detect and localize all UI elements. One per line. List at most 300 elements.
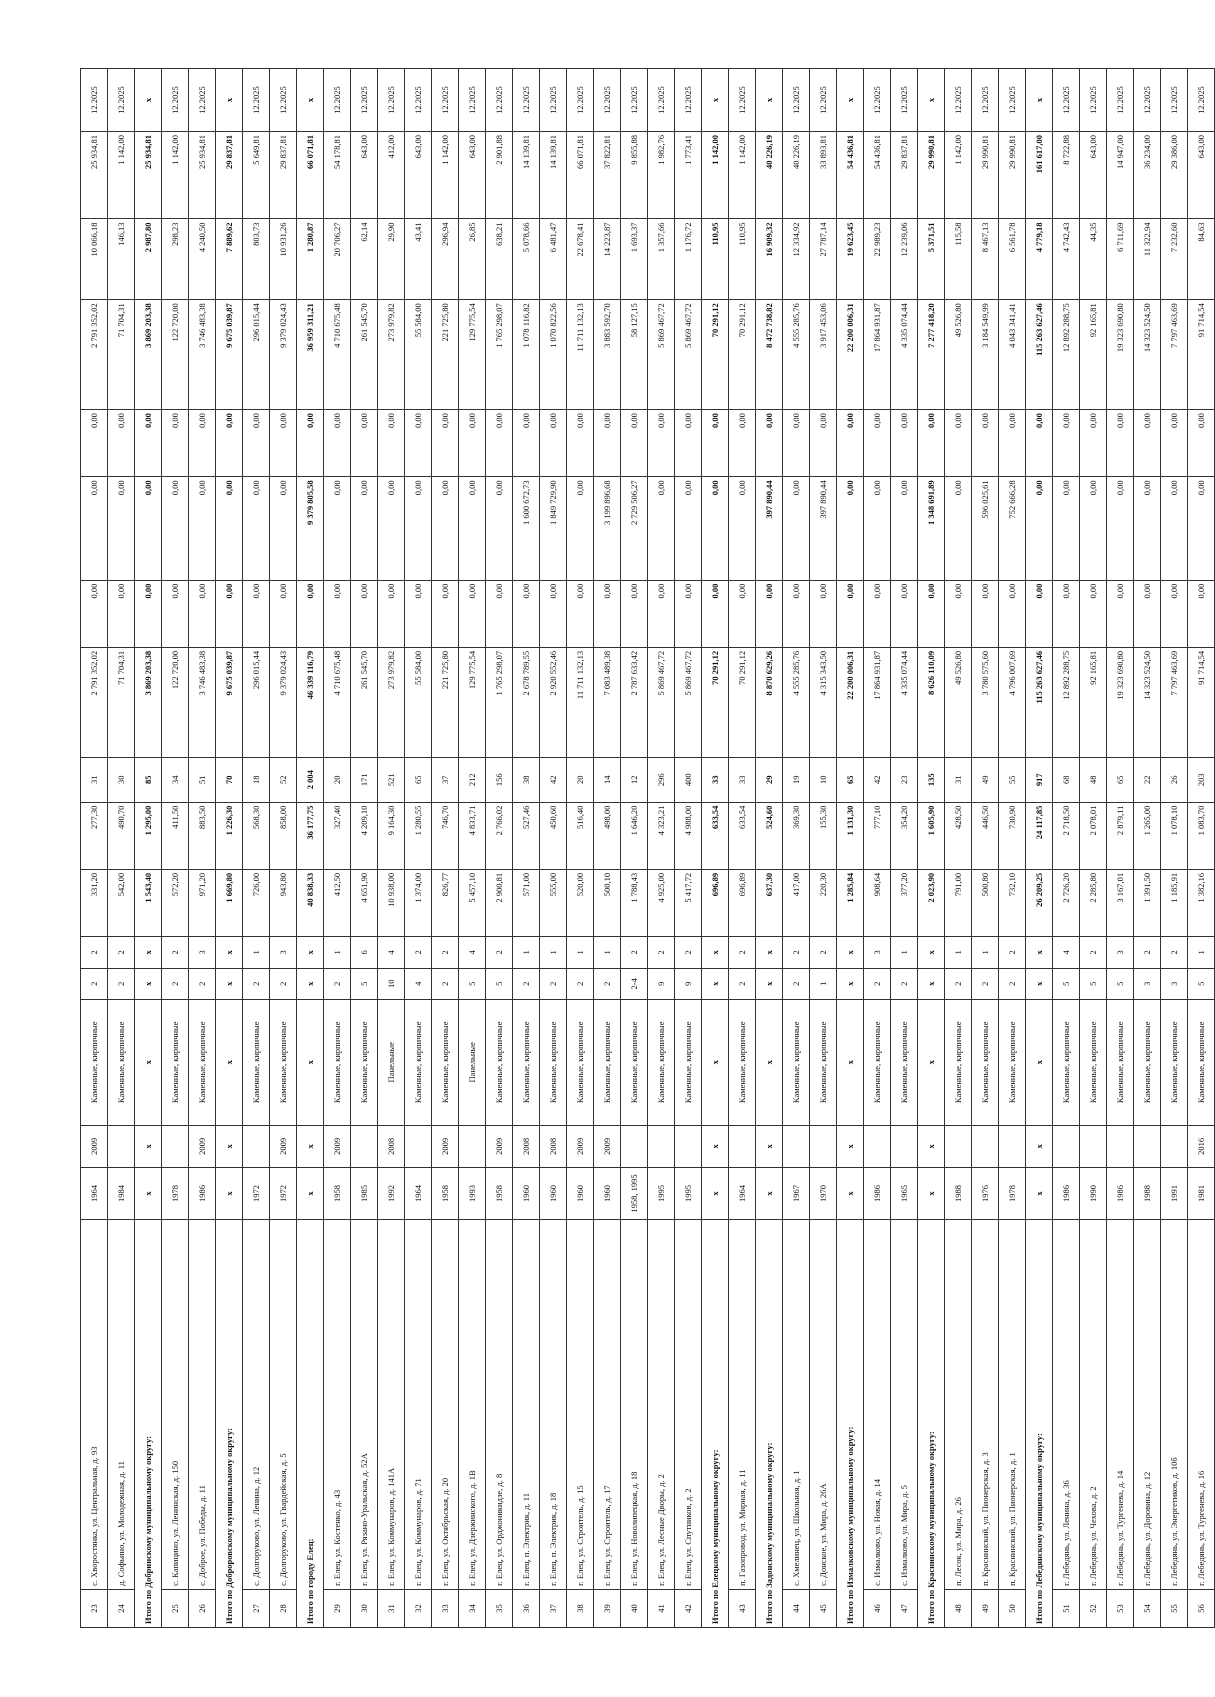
completion-date-cell: 12.2025	[108, 69, 135, 132]
floors-cell: 5	[351, 968, 378, 999]
regional-budget-cell: 1 348 691,89	[918, 477, 945, 580]
address-cell: д. Софьино, ул. Молодежная, д. 11	[108, 1219, 135, 1589]
total-area-cell: 26 209,25	[1026, 869, 1053, 936]
row-number-cell: 56	[1188, 1589, 1215, 1627]
owners-funds-cell: 221 725,80	[432, 300, 459, 410]
completion-date-cell: 12.2025	[162, 69, 189, 132]
completion-date-cell: 12.2025	[1188, 69, 1215, 132]
table-row	[189, 69, 216, 1628]
local-budget-cell: 0,00	[270, 410, 297, 477]
entrances-cell: 2	[810, 937, 837, 968]
fund-cell: 0,00	[972, 580, 999, 647]
total-cost-cell: 2 791 352,02	[81, 647, 108, 757]
row-number-cell: 38	[567, 1589, 594, 1627]
residents-cell: 20	[324, 757, 351, 802]
total-cost-cell: 9 675 039,87	[216, 647, 243, 757]
year2-cell	[1161, 1125, 1188, 1168]
entrances-cell: 2	[675, 937, 702, 968]
table-row	[243, 69, 270, 1628]
unit-cost-cell: 12 334,92	[783, 219, 810, 300]
year2-cell	[810, 1125, 837, 1168]
entrances-cell: 2	[1134, 937, 1161, 968]
fund-cell: 0,00	[1053, 580, 1080, 647]
regional-budget-cell: 397 890,44	[756, 477, 783, 580]
table-row	[405, 69, 432, 1628]
total-area-cell: 908,64	[864, 869, 891, 936]
housing-register-table	[80, 68, 1215, 1628]
regional-budget-cell: 0,00	[1188, 477, 1215, 580]
year-cell: 1958	[486, 1168, 513, 1220]
local-budget-cell: 0,00	[675, 410, 702, 477]
living-area-cell: 4 833,71	[459, 802, 486, 869]
table-row	[432, 69, 459, 1628]
local-budget-cell: 0,00	[162, 410, 189, 477]
address-cell: г. Елец, ул. Дзержинского, д. 1В	[459, 1219, 486, 1589]
total-area-cell: 377,20	[891, 869, 918, 936]
year2-cell: х	[297, 1125, 324, 1168]
table-row	[945, 69, 972, 1628]
floors-cell: 2	[999, 968, 1026, 999]
year-cell: 1978	[999, 1168, 1026, 1220]
wall-material-cell: х	[702, 999, 729, 1125]
wall-material-cell: Каменные, кирпичные	[189, 999, 216, 1125]
unit-cost-cell: 84,63	[1188, 219, 1215, 300]
living-area-cell: 450,60	[540, 802, 567, 869]
wall-material-cell: Каменные, кирпичные	[486, 999, 513, 1125]
wall-material-cell: Каменные, кирпичные	[270, 999, 297, 1125]
total-cost-cell: 4 796 007,69	[999, 647, 1026, 757]
living-area-cell: 9 164,30	[378, 802, 405, 869]
owners-funds-cell: 1 070 822,56	[540, 300, 567, 410]
fund-cell: 0,00	[513, 580, 540, 647]
owners-funds-cell: 58 127,15	[621, 300, 648, 410]
completion-date-cell: х	[756, 69, 783, 132]
limit-cost-cell: 40 226,19	[783, 132, 810, 219]
owners-funds-cell: 5 869 467,72	[648, 300, 675, 410]
table-row	[675, 69, 702, 1628]
year2-cell: 2009	[567, 1125, 594, 1168]
total-cost-cell: 22 200 006,31	[837, 647, 864, 757]
total-cost-cell: 9 379 024,43	[270, 647, 297, 757]
local-budget-cell: 0,00	[432, 410, 459, 477]
owners-funds-cell: 3 883 592,70	[594, 300, 621, 410]
row-number-cell: 53	[1107, 1589, 1134, 1627]
entrances-cell: 2	[1161, 937, 1188, 968]
unit-cost-cell: 14 223,87	[594, 219, 621, 300]
year2-cell: х	[1026, 1125, 1053, 1168]
limit-cost-cell: 40 226,19	[756, 132, 783, 219]
total-cost-cell: 273 979,82	[378, 647, 405, 757]
unit-cost-cell: 44,35	[1080, 219, 1107, 300]
completion-date-cell: 12.2025	[945, 69, 972, 132]
entrances-cell: 2	[108, 937, 135, 968]
completion-date-cell: 12.2025	[1080, 69, 1107, 132]
wall-material-cell: Каменные, кирпичные	[675, 999, 702, 1125]
owners-funds-cell: 3 917 453,06	[810, 300, 837, 410]
address-cell: п. Краснинский, ул. Пионерская, д. 1	[999, 1219, 1026, 1589]
limit-cost-cell: 54 436,81	[837, 132, 864, 219]
local-budget-cell: 0,00	[108, 410, 135, 477]
address-cell: г. Лебедянь, ул. Тургенева, д. 14	[1107, 1219, 1134, 1589]
wall-material-cell: х	[216, 999, 243, 1125]
subtotal-row	[837, 69, 864, 1628]
fund-cell: 0,00	[729, 580, 756, 647]
completion-date-cell: х	[702, 69, 729, 132]
unit-cost-cell: 26,85	[459, 219, 486, 300]
regional-budget-cell: 596 025,61	[972, 477, 999, 580]
residents-cell: 52	[270, 757, 297, 802]
floors-cell: 2	[594, 968, 621, 999]
row-number-cell: 35	[486, 1589, 513, 1627]
entrances-cell: 4	[378, 937, 405, 968]
fund-cell: 0,00	[297, 580, 324, 647]
local-budget-cell: 0,00	[297, 410, 324, 477]
residents-cell: 65	[837, 757, 864, 802]
year2-cell: 2009	[594, 1125, 621, 1168]
residents-cell: 29	[756, 757, 783, 802]
residents-cell: 85	[135, 757, 162, 802]
regional-budget-cell: 0,00	[567, 477, 594, 580]
wall-material-cell: Каменные, кирпичные	[324, 999, 351, 1125]
owners-funds-cell: 49 526,80	[945, 300, 972, 410]
completion-date-cell: 12.2025	[189, 69, 216, 132]
year2-cell	[243, 1125, 270, 1168]
completion-date-cell: 12.2025	[513, 69, 540, 132]
year2-cell: х	[918, 1125, 945, 1168]
regional-budget-cell: 0,00	[405, 477, 432, 580]
regional-budget-cell: 0,00	[243, 477, 270, 580]
fund-cell: 0,00	[189, 580, 216, 647]
floors-cell: 2	[972, 968, 999, 999]
regional-budget-cell: 0,00	[81, 477, 108, 580]
year2-cell	[1053, 1125, 1080, 1168]
fund-cell: 0,00	[864, 580, 891, 647]
entrances-cell: 1	[324, 937, 351, 968]
floors-cell: 2	[432, 968, 459, 999]
local-budget-cell: 0,00	[243, 410, 270, 477]
living-area-cell: 2 078,01	[1080, 802, 1107, 869]
local-budget-cell: 0,00	[1134, 410, 1161, 477]
regional-budget-cell: 1 849 729,90	[540, 477, 567, 580]
entrances-cell: х	[216, 937, 243, 968]
residents-cell: 42	[540, 757, 567, 802]
residents-cell: 31	[945, 757, 972, 802]
unit-cost-cell: 638,21	[486, 219, 513, 300]
fund-cell: 0,00	[81, 580, 108, 647]
living-area-cell: 516,40	[567, 802, 594, 869]
residents-cell: 34	[162, 757, 189, 802]
floors-cell: 5	[1188, 968, 1215, 999]
row-number-cell: 43	[729, 1589, 756, 1627]
owners-funds-cell: 22 200 006,31	[837, 300, 864, 410]
unit-cost-cell: 8 467,13	[972, 219, 999, 300]
entrances-cell: 3	[864, 937, 891, 968]
floors-cell: х	[1026, 968, 1053, 999]
regional-budget-cell: 0,00	[891, 477, 918, 580]
row-number-cell: 24	[108, 1589, 135, 1627]
total-area-cell: 331,20	[81, 869, 108, 936]
regional-budget-cell: 0,00	[162, 477, 189, 580]
unit-cost-cell: 22 989,23	[864, 219, 891, 300]
total-area-cell: 412,50	[324, 869, 351, 936]
local-budget-cell: 0,00	[324, 410, 351, 477]
residents-cell: 296	[648, 757, 675, 802]
subtotal-label: Итого по Лебедянскому муниципальному округу:	[1026, 1219, 1053, 1627]
local-budget-cell: 0,00	[567, 410, 594, 477]
owners-funds-cell: 4 555 285,76	[783, 300, 810, 410]
year-cell: 1993	[459, 1168, 486, 1220]
total-area-cell: 571,00	[513, 869, 540, 936]
address-cell: г. Елец, ул. Строитель, д. 15	[567, 1219, 594, 1589]
fund-cell: 0,00	[324, 580, 351, 647]
table-row	[783, 69, 810, 1628]
wall-material-cell: Каменные, кирпичные	[1053, 999, 1080, 1125]
living-area-cell: 2 766,02	[486, 802, 513, 869]
year2-cell	[999, 1125, 1026, 1168]
total-cost-cell: 70 291,12	[729, 647, 756, 757]
total-area-cell: 1 285,84	[837, 869, 864, 936]
residents-cell: 14	[594, 757, 621, 802]
local-budget-cell: 0,00	[702, 410, 729, 477]
residents-cell: 19	[783, 757, 810, 802]
table-row	[621, 69, 648, 1628]
wall-material-cell: х	[756, 999, 783, 1125]
table-row	[648, 69, 675, 1628]
limit-cost-cell: 1 142,00	[702, 132, 729, 219]
year2-cell: 2009	[432, 1125, 459, 1168]
year2-cell	[864, 1125, 891, 1168]
unit-cost-cell: 16 909,32	[756, 219, 783, 300]
year-cell: 1967	[783, 1168, 810, 1220]
year-cell: 1995	[648, 1168, 675, 1220]
regional-budget-cell: 0,00	[1161, 477, 1188, 580]
fund-cell: 0,00	[999, 580, 1026, 647]
completion-date-cell: 12.2025	[999, 69, 1026, 132]
entrances-cell: 1	[972, 937, 999, 968]
total-area-cell: 5 457,10	[459, 869, 486, 936]
year-cell: х	[918, 1168, 945, 1220]
entrances-cell: 2	[729, 937, 756, 968]
total-cost-cell: 12 892 288,75	[1053, 647, 1080, 757]
register-sheet	[80, 68, 1206, 1628]
unit-cost-cell: 298,23	[162, 219, 189, 300]
completion-date-cell: 12.2025	[1053, 69, 1080, 132]
local-budget-cell: 0,00	[189, 410, 216, 477]
total-cost-cell: 14 323 524,50	[1134, 647, 1161, 757]
table-row	[1053, 69, 1080, 1628]
completion-date-cell: 12.2025	[675, 69, 702, 132]
entrances-cell: х	[918, 937, 945, 968]
living-area-cell: 1 605,90	[918, 802, 945, 869]
fund-cell: 0,00	[1188, 580, 1215, 647]
unit-cost-cell: 1 357,66	[648, 219, 675, 300]
wall-material-cell: Каменные, кирпичные	[810, 999, 837, 1125]
entrances-cell: 3	[1107, 937, 1134, 968]
regional-budget-cell: 0,00	[135, 477, 162, 580]
fund-cell: 0,00	[621, 580, 648, 647]
completion-date-cell: 12.2025	[783, 69, 810, 132]
row-number-cell: 37	[540, 1589, 567, 1627]
completion-date-cell: 12.2025	[270, 69, 297, 132]
year2-cell: 2016	[1188, 1125, 1215, 1168]
wall-material-cell: х	[297, 999, 324, 1125]
residents-cell: 22	[1134, 757, 1161, 802]
floors-cell: 2	[81, 968, 108, 999]
unit-cost-cell: 296,94	[432, 219, 459, 300]
regional-budget-cell: 0,00	[324, 477, 351, 580]
floors-cell: х	[135, 968, 162, 999]
table-row	[729, 69, 756, 1628]
entrances-cell: 1	[540, 937, 567, 968]
total-cost-cell: 70 291,12	[702, 647, 729, 757]
address-cell: г. Лебедянь, ул. Энергетиков, д. 10б	[1161, 1219, 1188, 1589]
year2-cell: 2008	[378, 1125, 405, 1168]
year2-cell: х	[702, 1125, 729, 1168]
limit-cost-cell: 54 436,81	[864, 132, 891, 219]
regional-budget-cell: 397 890,44	[810, 477, 837, 580]
address-cell: г. Елец, ул. Лесные Дворы, д. 2	[648, 1219, 675, 1589]
table-row	[594, 69, 621, 1628]
fund-cell: 0,00	[945, 580, 972, 647]
total-cost-cell: 71 704,31	[108, 647, 135, 757]
limit-cost-cell: 29 990,81	[999, 132, 1026, 219]
fund-cell: 0,00	[891, 580, 918, 647]
row-number-cell: 26	[189, 1589, 216, 1627]
row-number-cell: 31	[378, 1589, 405, 1627]
regional-budget-cell: 0,00	[1080, 477, 1107, 580]
total-cost-cell: 8 626 110,09	[918, 647, 945, 757]
floors-cell: х	[702, 968, 729, 999]
floors-cell: 2	[729, 968, 756, 999]
year2-cell	[729, 1125, 756, 1168]
table-row	[1188, 69, 1215, 1628]
completion-date-cell: х	[135, 69, 162, 132]
wall-material-cell: Каменные, кирпичные	[351, 999, 378, 1125]
owners-funds-cell: 70 291,12	[702, 300, 729, 410]
fund-cell: 0,00	[1134, 580, 1161, 647]
regional-budget-cell: 0,00	[486, 477, 513, 580]
year-cell: 1965	[891, 1168, 918, 1220]
row-number-cell: 52	[1080, 1589, 1107, 1627]
row-number-cell: 32	[405, 1589, 432, 1627]
living-area-cell: 277,30	[81, 802, 108, 869]
table-row	[972, 69, 999, 1628]
entrances-cell: х	[837, 937, 864, 968]
year-cell: х	[702, 1168, 729, 1220]
subtotal-label: Итого по Доброровскому муниципальному округу:	[216, 1219, 243, 1627]
total-area-cell: 5 417,72	[675, 869, 702, 936]
entrances-cell: 2	[648, 937, 675, 968]
total-area-cell: 1 374,00	[405, 869, 432, 936]
residents-cell: 55	[999, 757, 1026, 802]
address-cell: п. Лесок, ул. Мира, д. 26	[945, 1219, 972, 1589]
unit-cost-cell: 115,58	[945, 219, 972, 300]
total-cost-cell: 91 714,54	[1188, 647, 1215, 757]
local-budget-cell: 0,00	[783, 410, 810, 477]
owners-funds-cell: 71 704,31	[108, 300, 135, 410]
residents-cell: 135	[918, 757, 945, 802]
limit-cost-cell: 33 893,81	[810, 132, 837, 219]
fund-cell: 0,00	[810, 580, 837, 647]
floors-cell: 2	[783, 968, 810, 999]
floors-cell: х	[918, 968, 945, 999]
entrances-cell: 2	[621, 937, 648, 968]
unit-cost-cell: 4 779,18	[1026, 219, 1053, 300]
limit-cost-cell: 1 142,00	[108, 132, 135, 219]
table-row	[1080, 69, 1107, 1628]
address-cell: г. Лебедянь, ул. Чехова, д. 2	[1080, 1219, 1107, 1589]
regional-budget-cell: 0,00	[378, 477, 405, 580]
row-number-cell: 47	[891, 1589, 918, 1627]
subtotal-label: Итого по городу Елец:	[297, 1219, 324, 1627]
entrances-cell: х	[297, 937, 324, 968]
year2-cell	[108, 1125, 135, 1168]
row-number-cell: 48	[945, 1589, 972, 1627]
local-budget-cell: 0,00	[810, 410, 837, 477]
total-cost-cell: 11 711 132,13	[567, 647, 594, 757]
entrances-cell: х	[702, 937, 729, 968]
local-budget-cell: 0,00	[999, 410, 1026, 477]
owners-funds-cell: 129 775,54	[459, 300, 486, 410]
limit-cost-cell: 1 773,41	[675, 132, 702, 219]
subtotal-label: Итого по Измалковскому муниципальному округу:	[837, 1219, 864, 1627]
year2-cell	[1107, 1125, 1134, 1168]
regional-budget-cell: 0,00	[432, 477, 459, 580]
year-cell: 1972	[243, 1168, 270, 1220]
local-budget-cell: 0,00	[459, 410, 486, 477]
subtotal-label: Итого по Задонскому муниципальному округу:	[756, 1219, 783, 1627]
living-area-cell: 1 295,00	[135, 802, 162, 869]
address-cell: г. Елец, ул. Костенко, д. 43	[324, 1219, 351, 1589]
residents-cell: 400	[675, 757, 702, 802]
row-number-cell: 54	[1134, 1589, 1161, 1627]
year-cell: х	[297, 1168, 324, 1220]
owners-funds-cell: 2 791 352,02	[81, 300, 108, 410]
limit-cost-cell: 25 934,81	[189, 132, 216, 219]
local-budget-cell: 0,00	[216, 410, 243, 477]
wall-material-cell: х	[1026, 999, 1053, 1125]
row-number-cell: 51	[1053, 1589, 1080, 1627]
entrances-cell: 2	[81, 937, 108, 968]
floors-cell: 2	[324, 968, 351, 999]
owners-funds-cell: 3 869 203,38	[135, 300, 162, 410]
completion-date-cell: 12.2025	[486, 69, 513, 132]
residents-cell: 20	[567, 757, 594, 802]
address-cell: г. Елец, п. Электрик, д. 11	[513, 1219, 540, 1589]
wall-material-cell: Каменные, кирпичные	[405, 999, 432, 1125]
floors-cell: 4	[405, 968, 432, 999]
year-cell: 1986	[189, 1168, 216, 1220]
total-area-cell: 696,89	[702, 869, 729, 936]
year-cell: 1960	[540, 1168, 567, 1220]
living-area-cell: 524,60	[756, 802, 783, 869]
local-budget-cell: 0,00	[621, 410, 648, 477]
limit-cost-cell: 36 234,00	[1134, 132, 1161, 219]
fund-cell: 0,00	[432, 580, 459, 647]
owners-funds-cell: 14 323 524,50	[1134, 300, 1161, 410]
owners-funds-cell: 12 892 288,75	[1053, 300, 1080, 410]
total-cost-cell: 5 869 467,72	[675, 647, 702, 757]
entrances-cell: х	[1026, 937, 1053, 968]
year-cell: 1992	[378, 1168, 405, 1220]
year-cell: 1988	[945, 1168, 972, 1220]
year-cell: 1991	[1161, 1168, 1188, 1220]
unit-cost-cell: 7 889,62	[216, 219, 243, 300]
floors-cell: 2	[270, 968, 297, 999]
limit-cost-cell: 29 837,81	[216, 132, 243, 219]
total-area-cell: 555,00	[540, 869, 567, 936]
total-area-cell: 1 391,50	[1134, 869, 1161, 936]
